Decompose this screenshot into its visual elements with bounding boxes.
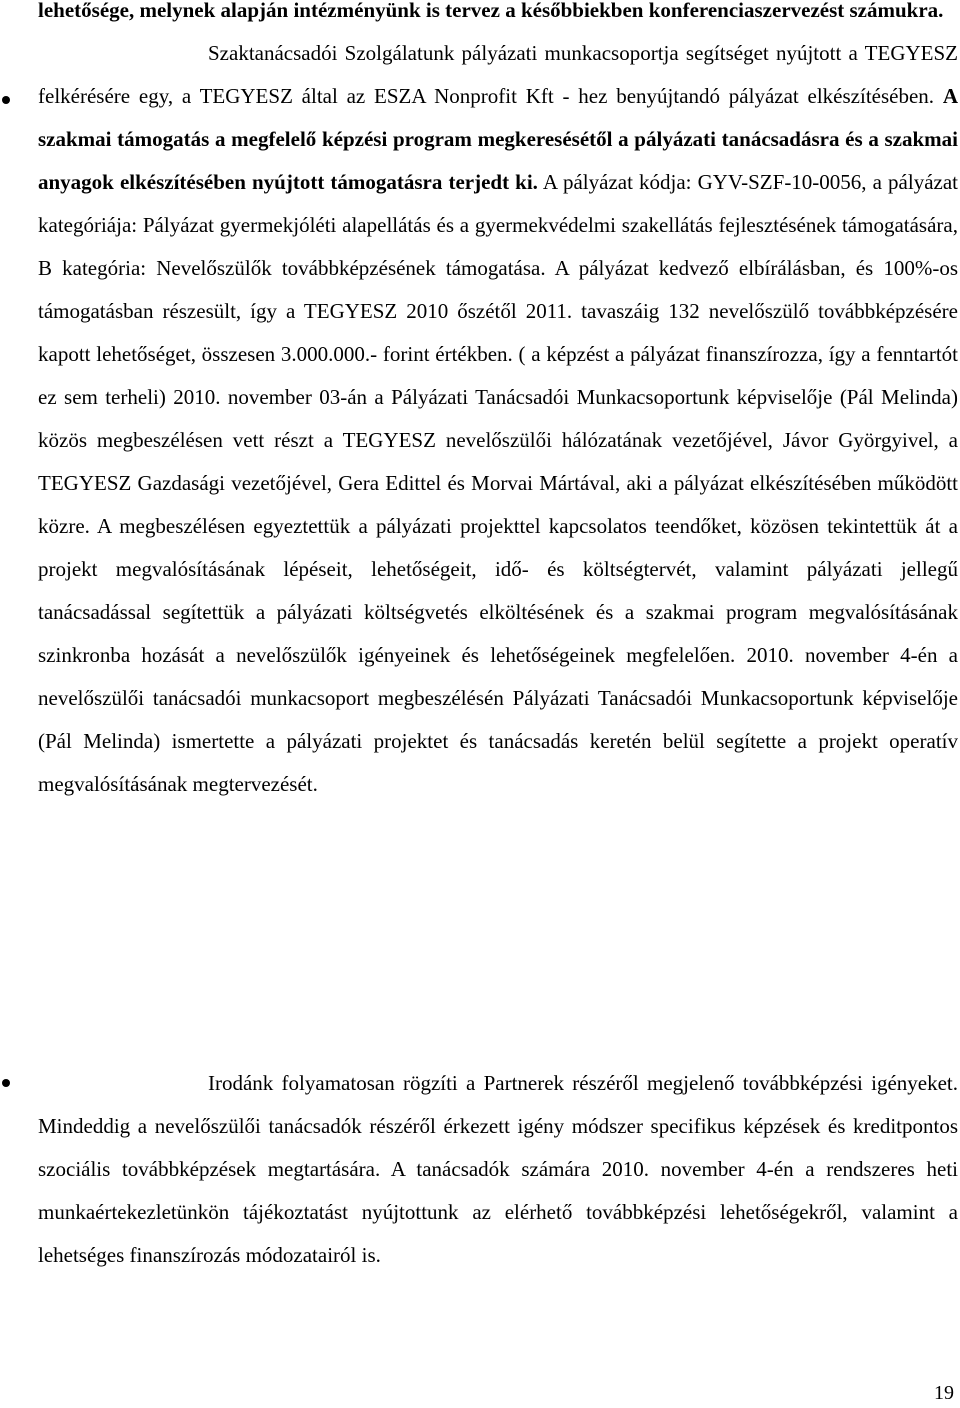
paragraph-text-c: A pályázat kódja: GYV-SZF-10-0056, a pályázat kategóriája: Pályázat gyermekjóléti alapellátás és a gyermekvédelmi szakellátás fejlesztésének támogatására, B kategória: Nevelőszülők továbbképzésének támogatása. A pályázat kedvező elbírálásban, és 100%-os támogatásban részesült, így a TEGYESZ 2010 őszétől 2011. tavaszáig 132 nevelőszülő továbbképzésére kapott lehetőséget, összesen 3.000.000.- forint értékben. ( a képzést a pályázat finanszírozza, így a fenntartót ez sem terheli) 2010. november 03-án a Pályázati Tanácsadói Munkacsoportunk képviselője (Pál Melinda) közös megbeszélésen vett részt a TEGYESZ nevelőszülői hálózatának vezetőjével, Jávor Györgyivel, a TEGYESZ Gazdasági vezetőjével, Gera Edittel és Morvai Mártával, aki a pályázat elkészítésében működött közre. (38, 170, 958, 538)
bullet-icon (2, 96, 10, 104)
paragraph-text-a: Szaktanácsadói Szolgálatunk pályázati munkacsoportja segítséget nyújtott a TEGYESZ felkérésére egy, a TEGYESZ által az ESZA Nonprofit Kft - hez benyújtandó pályázat elkészítésében. (38, 41, 958, 108)
paragraph-second (38, 1062, 958, 1277)
bullet-icon (2, 1079, 10, 1087)
page-number: 19 (934, 1382, 954, 1404)
paragraph-text-b: A szakmai támogatás a megfelelő képzési program megkeresésétől a pályázati tanácsadásra és a szakmai anyagok elkészítésében nyújtott támogatásra terjedt ki. (38, 84, 959, 194)
paragraph-second-text: Irodánk folyamatosan rögzíti a Partnerek részéről megjelenő továbbképzési igényeket. Mindeddig a nevelőszülői tanácsadók részéről érkezett igény módszer specifikus képzések és kreditpontos szociális továbbképzések megtartására. A tanácsadók számára 2010. november 4-én a rendszeres heti munkaértekezletünkön tájékoztatást nyújtottunk az elérhető továbbképzési lehetőségekről, valamint a lehetséges finanszírozás módozatairól is. (38, 1071, 958, 1267)
paragraph-main (38, 0, 958, 806)
paragraph-text-d: A megbeszélésen egyeztettük a pályázati projekttel kapcsolatos teendőket, közösen tekintettük át a projekt megvalósításának lépéseit, lehetőségeit, idő- és költségtervét, valamint pályázati jellegű tanácsadással segítettük a pályázati költségvetés elköltésének és a szakmai program megvalósításának szinkronba hozását a nevelőszülők igényeinek és lehetőségeinek megfelelően. 2010. november 4-én a nevelőszülői tanácsadói munkacsoport megbeszélésén Pályázati Tanácsadói Munkacsoportunk képviselője (Pál Melinda) ismertette a pályázati projektet és tanácsadás keretén belül segítette a projekt operatív megvalósításának megtervezését. (38, 514, 958, 796)
paragraph-lead: lehetősége, melynek alapján intézményünk is tervez a későbbiekben konferenciaszervezést számukra. (38, 0, 944, 22)
